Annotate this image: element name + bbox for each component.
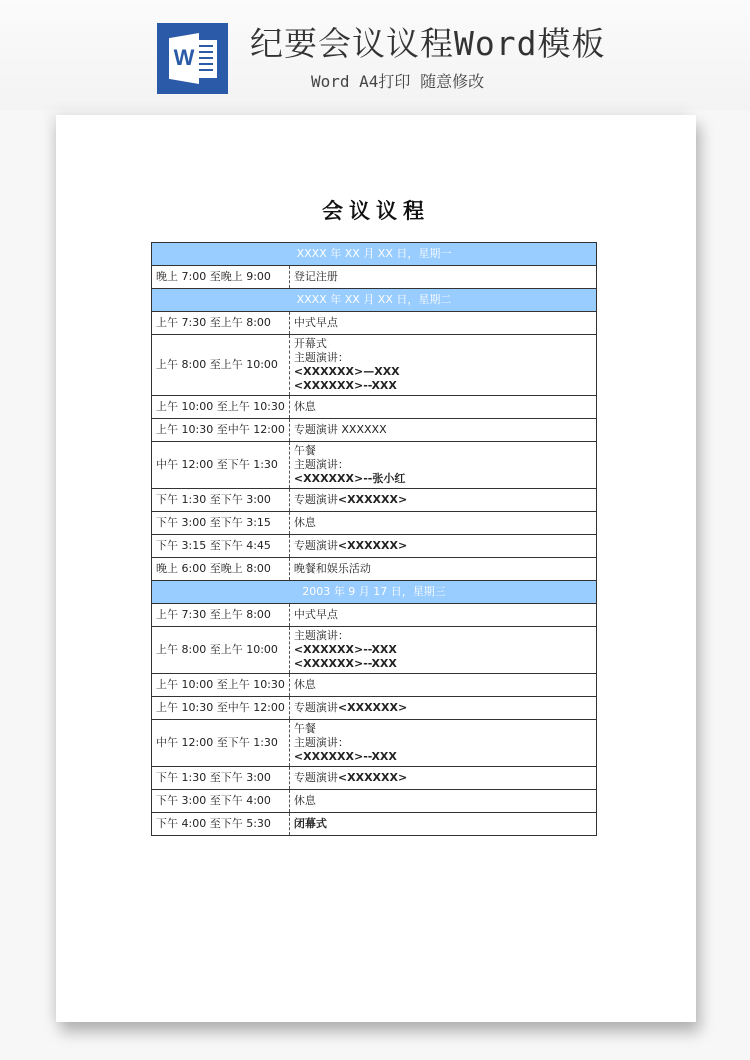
day-header-row	[152, 243, 597, 266]
activity-cell	[289, 396, 596, 419]
time-cell: 上午 7:30 至上午 8:00	[152, 312, 290, 335]
activity-text: 专题演讲 XXXXXX	[293, 423, 387, 436]
activity-line	[294, 423, 592, 437]
time-cell: 晚上 6:00 至晚上 8:00	[152, 558, 290, 581]
day-header-row	[152, 581, 597, 604]
activity-line	[294, 458, 592, 472]
banner-title: 纪要会议议程Word模板	[250, 24, 606, 63]
time-cell: 下午 3:00 至下午 4:00	[152, 790, 290, 813]
time-cell: 上午 8:00 至上午 10:00	[152, 335, 290, 396]
time-cell: 下午 3:00 至下午 3:15	[152, 512, 290, 535]
time-cell: 中午 12:00 至下午 1:30	[152, 442, 290, 489]
activity-text: <XXXXXX>	[337, 701, 408, 714]
agenda-body	[152, 243, 597, 836]
activity-text: 休息	[293, 794, 316, 807]
time-cell: 上午 10:30 至中午 12:00	[152, 419, 290, 442]
activity-text: <XXXXXX>	[337, 771, 408, 784]
activity-line	[294, 771, 592, 785]
activity-line	[294, 736, 592, 750]
template-banner	[0, 0, 750, 110]
activity-cell	[289, 627, 596, 674]
time-cell: 晚上 7:00 至晚上 9:00	[152, 266, 290, 289]
word-letter-icon: W	[173, 45, 195, 70]
activity-line	[294, 472, 592, 486]
agenda-table	[151, 242, 597, 836]
agenda-row	[152, 813, 597, 836]
time-cell: 上午 10:00 至上午 10:30	[152, 674, 290, 697]
agenda-row	[152, 604, 597, 627]
document-page	[56, 115, 696, 1022]
agenda-row	[152, 312, 597, 335]
activity-text: 休息	[293, 400, 316, 413]
agenda-row	[152, 697, 597, 720]
activity-line	[294, 516, 592, 530]
agenda-row	[152, 790, 597, 813]
activity-line	[294, 817, 592, 831]
agenda-row	[152, 767, 597, 790]
agenda-row	[152, 512, 597, 535]
activity-text: 午餐	[293, 722, 316, 735]
activity-line	[294, 351, 592, 365]
activity-text: 主题演讲：	[293, 736, 349, 749]
activity-prefix: 专题演讲	[293, 771, 338, 784]
activity-cell	[289, 419, 596, 442]
agenda-row	[152, 535, 597, 558]
agenda-row	[152, 674, 597, 697]
time-cell: 下午 3:15 至下午 4:45	[152, 535, 290, 558]
activity-text: <XXXXXX>--张小红	[293, 472, 406, 485]
activity-line	[294, 562, 592, 576]
activity-cell	[289, 335, 596, 396]
activity-prefix: 专题演讲	[293, 701, 338, 714]
activity-line	[294, 629, 592, 643]
activity-cell	[289, 697, 596, 720]
activity-text: <XXXXXX>--XXX	[293, 657, 397, 670]
activity-text: <XXXXXX>--XXX	[293, 643, 397, 656]
activity-text: 开幕式	[293, 337, 327, 350]
activity-line	[294, 657, 592, 671]
activity-text: <XXXXXX>	[337, 493, 408, 506]
activity-cell	[289, 312, 596, 335]
activity-cell	[289, 489, 596, 512]
agenda-row	[152, 720, 597, 767]
activity-text: 晚餐和娱乐活动	[293, 562, 371, 575]
time-cell: 上午 8:00 至上午 10:00	[152, 627, 290, 674]
time-cell: 上午 10:00 至上午 10:30	[152, 396, 290, 419]
agenda-row	[152, 266, 597, 289]
activity-cell	[289, 604, 596, 627]
time-cell: 下午 4:00 至下午 5:30	[152, 813, 290, 836]
activity-text: 午餐	[293, 444, 316, 457]
activity-line	[294, 539, 592, 553]
activity-line	[294, 444, 592, 458]
activity-line	[294, 400, 592, 414]
activity-line	[294, 794, 592, 808]
activity-line	[294, 379, 592, 393]
activity-line	[294, 701, 592, 715]
activity-line	[294, 493, 592, 507]
activity-prefix: 专题演讲	[293, 493, 338, 506]
activity-line	[294, 722, 592, 736]
activity-text: 主题演讲：	[293, 458, 349, 471]
activity-text: 中式早点	[293, 316, 338, 329]
activity-cell	[289, 442, 596, 489]
agenda-row	[152, 442, 597, 489]
activity-cell	[289, 674, 596, 697]
activity-line	[294, 365, 592, 379]
activity-text: <XXXXXX>--XXX	[293, 750, 397, 763]
activity-text: 休息	[293, 516, 316, 529]
activity-text: 休息	[293, 678, 316, 691]
day-header-row	[152, 289, 597, 312]
agenda-row	[152, 335, 597, 396]
time-cell: 下午 1:30 至下午 3:00	[152, 489, 290, 512]
document-title: 会议议程	[322, 198, 430, 223]
time-cell: 下午 1:30 至下午 3:00	[152, 767, 290, 790]
agenda-row	[152, 627, 597, 674]
agenda-row	[152, 489, 597, 512]
agenda-row	[152, 558, 597, 581]
time-cell: 上午 10:30 至中午 12:00	[152, 697, 290, 720]
activity-text: 闭幕式	[293, 817, 327, 830]
activity-cell	[289, 512, 596, 535]
word-app-icon	[157, 23, 228, 94]
activity-line	[294, 316, 592, 330]
activity-cell	[289, 535, 596, 558]
time-cell: 中午 12:00 至下午 1:30	[152, 720, 290, 767]
activity-prefix: 专题演讲	[293, 539, 338, 552]
activity-cell	[289, 266, 596, 289]
activity-line	[294, 678, 592, 692]
activity-text: 主题演讲：	[293, 629, 349, 642]
activity-line	[294, 750, 592, 764]
day-header: 2003 年 9 月 17 日，星期三	[152, 581, 597, 604]
activity-cell	[289, 813, 596, 836]
activity-cell	[289, 767, 596, 790]
activity-cell	[289, 790, 596, 813]
banner-subtitle: Word A4打印 随意修改	[311, 72, 485, 91]
time-cell: 上午 7:30 至上午 8:00	[152, 604, 290, 627]
day-header: XXXX 年 XX 月 XX 日，星期二	[152, 289, 597, 312]
activity-line	[294, 643, 592, 657]
activity-text: 中式早点	[293, 608, 338, 621]
activity-cell	[289, 558, 596, 581]
activity-text: <XXXXXX>—XXX	[293, 365, 400, 378]
activity-line	[294, 608, 592, 622]
activity-cell	[289, 720, 596, 767]
activity-line	[294, 270, 592, 284]
activity-text: <XXXXXX>--XXX	[293, 379, 397, 392]
activity-text: 主题演讲：	[293, 351, 349, 364]
activity-text: <XXXXXX>	[337, 539, 408, 552]
agenda-row	[152, 419, 597, 442]
agenda-row	[152, 396, 597, 419]
day-header: XXXX 年 XX 月 XX 日，星期一	[152, 243, 597, 266]
activity-line	[294, 337, 592, 351]
activity-text: 登记注册	[293, 270, 338, 283]
